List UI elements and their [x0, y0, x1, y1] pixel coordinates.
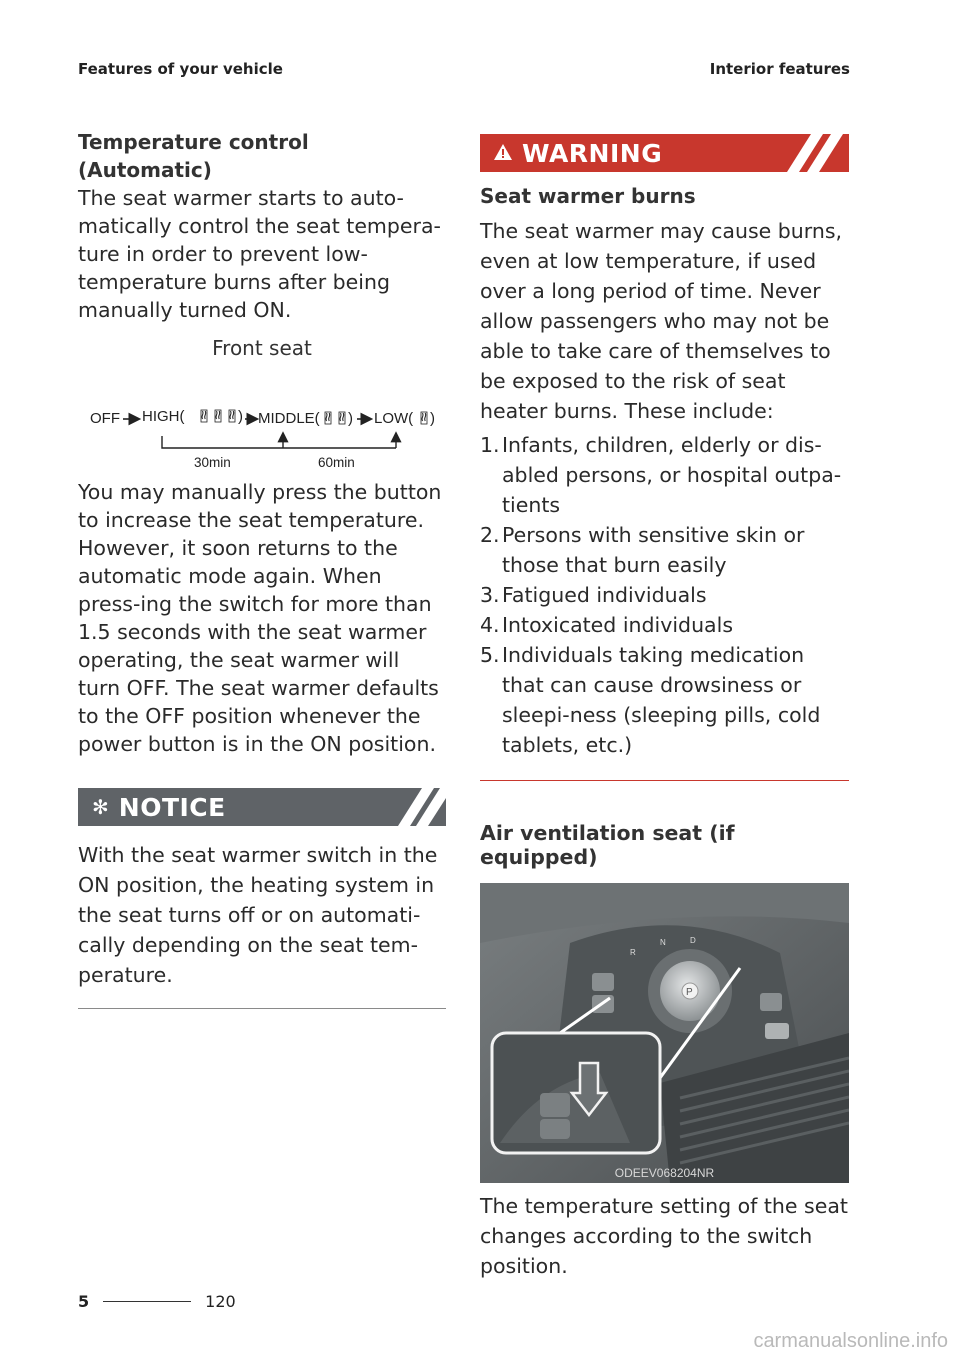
list-item: 4. Intoxicated individuals — [480, 613, 733, 637]
notice-label: NOTICE — [118, 792, 226, 822]
heat-level-icon — [215, 410, 221, 422]
running-header-section: Features of your vehicle — [78, 60, 283, 78]
off-label: OFF — [90, 410, 120, 427]
list-item: 5. Individuals taking medication that can cause drowsiness or sleepi-ness (sleeping pills, cold tablets, etc.) — [480, 643, 821, 757]
photo-code: ODEEV068204NR — [614, 1166, 715, 1180]
ventilation-description: The temperature setting of the seat changes according to the switch position. — [480, 1194, 848, 1278]
asterisk-icon: ✻ — [92, 795, 109, 819]
temperature-control-heading: Temperature control (Automatic) — [78, 130, 309, 182]
svg-text:N: N — [660, 938, 666, 947]
console-photo — [480, 883, 849, 1183]
running-header-chapter: Interior features — [709, 60, 850, 78]
interval-60min: 60min — [318, 455, 355, 470]
svg-text:D: D — [690, 936, 696, 945]
notice-text: With the seat warmer switch in the ON position, the heating system in the seat turns off or on automati-cally depending on the seat tem-perature. — [78, 843, 438, 987]
low-close: ) — [430, 410, 435, 427]
high-close: ) — [238, 408, 243, 425]
page-number: 120 — [205, 1292, 236, 1311]
heat-level-icon — [339, 412, 345, 424]
heat-level-icon — [229, 410, 235, 422]
page-footer — [78, 1292, 236, 1311]
warning-triangle-icon — [494, 141, 512, 165]
high-label: HIGH( — [142, 408, 185, 425]
figure-caption: Front seat — [212, 336, 312, 360]
notice-end-rule — [78, 1008, 446, 1009]
temperature-control-intro: The seat warmer starts to auto-matically control the seat tempera-ture in order to prevent low-temperature burns after being manually turned ON. — [78, 186, 441, 322]
middle-close: ) — [348, 410, 353, 427]
warning-text: The seat warmer may cause burns, even at low temperature, if used over a long period of time. Never allow passengers who may not be able to take care of themselves to be exposed to the risk of seat heater burns. These include: — [480, 219, 843, 423]
left-column — [78, 128, 446, 1009]
seat-warmer-sequence-diagram — [78, 364, 446, 476]
heat-level-icon — [325, 412, 331, 424]
right-column — [480, 134, 849, 1281]
list-item: 2. Persons with sensitive skin or those that burn easily — [480, 523, 805, 577]
list-item: 3. Fatigued individuals — [480, 583, 707, 607]
warning-label: WARNING — [522, 138, 663, 168]
heat-level-icon — [421, 412, 427, 424]
watermark: carmanualsonline.info — [753, 1330, 948, 1352]
warning-title: Seat warmer burns — [480, 184, 696, 208]
heat-level-icon — [201, 410, 207, 422]
interval-30min: 30min — [194, 455, 231, 470]
low-label: LOW( — [374, 410, 414, 427]
list-item: 1. Infants, children, elderly or dis-abled persons, or hospital outpa-tients — [480, 433, 842, 517]
notice-banner — [78, 788, 446, 826]
svg-text:R: R — [630, 948, 636, 957]
warning-end-rule — [480, 780, 849, 781]
chapter-number: 5 — [78, 1292, 90, 1311]
stripes-decoration — [366, 788, 446, 826]
middle-label: MIDDLE( — [258, 410, 320, 427]
footer-rule — [103, 1301, 191, 1302]
warning-banner — [480, 134, 849, 172]
air-ventilation-heading: Air ventilation seat (if equipped) — [480, 821, 735, 869]
svg-text:P: P — [686, 987, 693, 998]
warning-list — [480, 430, 849, 760]
manual-operation-text: You may manually press the button to increase the seat temperature. However, it soon returns to the automatic mode again. When press-ing the switch for more than 1.5 seconds with the seat warmer operating, the seat warmer will turn OFF. The seat warmer defaults to the OFF position whenever the power button is in the ON position. — [78, 480, 442, 756]
stripes-decoration — [769, 134, 849, 172]
